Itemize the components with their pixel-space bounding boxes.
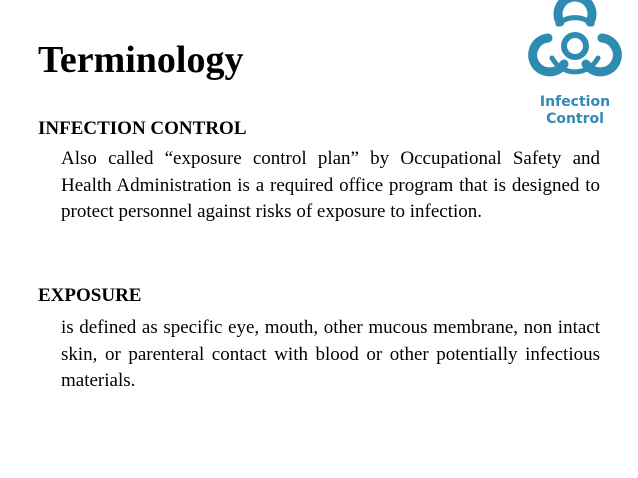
term-definition-infection-control (61, 146, 600, 226)
logo-label-line2: Control (546, 111, 604, 127)
biohazard-icon (518, 0, 630, 100)
slide-title: Terminology (38, 39, 244, 81)
term-heading-infection-control: INFECTION CONTROL (38, 118, 247, 139)
definition-text: is defined as specific eye, mouth, other mucous membrane, non intact skin, or parenteral contact with blood or other potentially infectious materials. (61, 317, 600, 391)
definition-text: Also called “exposure control plan” by Occupational Safety and Health Administration is a required office program that is designed to protect personnel against risks of exposure to infection. (61, 148, 600, 222)
term-heading-exposure: EXPOSURE (38, 285, 142, 306)
logo-label-line1: Infection (539, 94, 611, 110)
term-definition-exposure (61, 315, 600, 395)
